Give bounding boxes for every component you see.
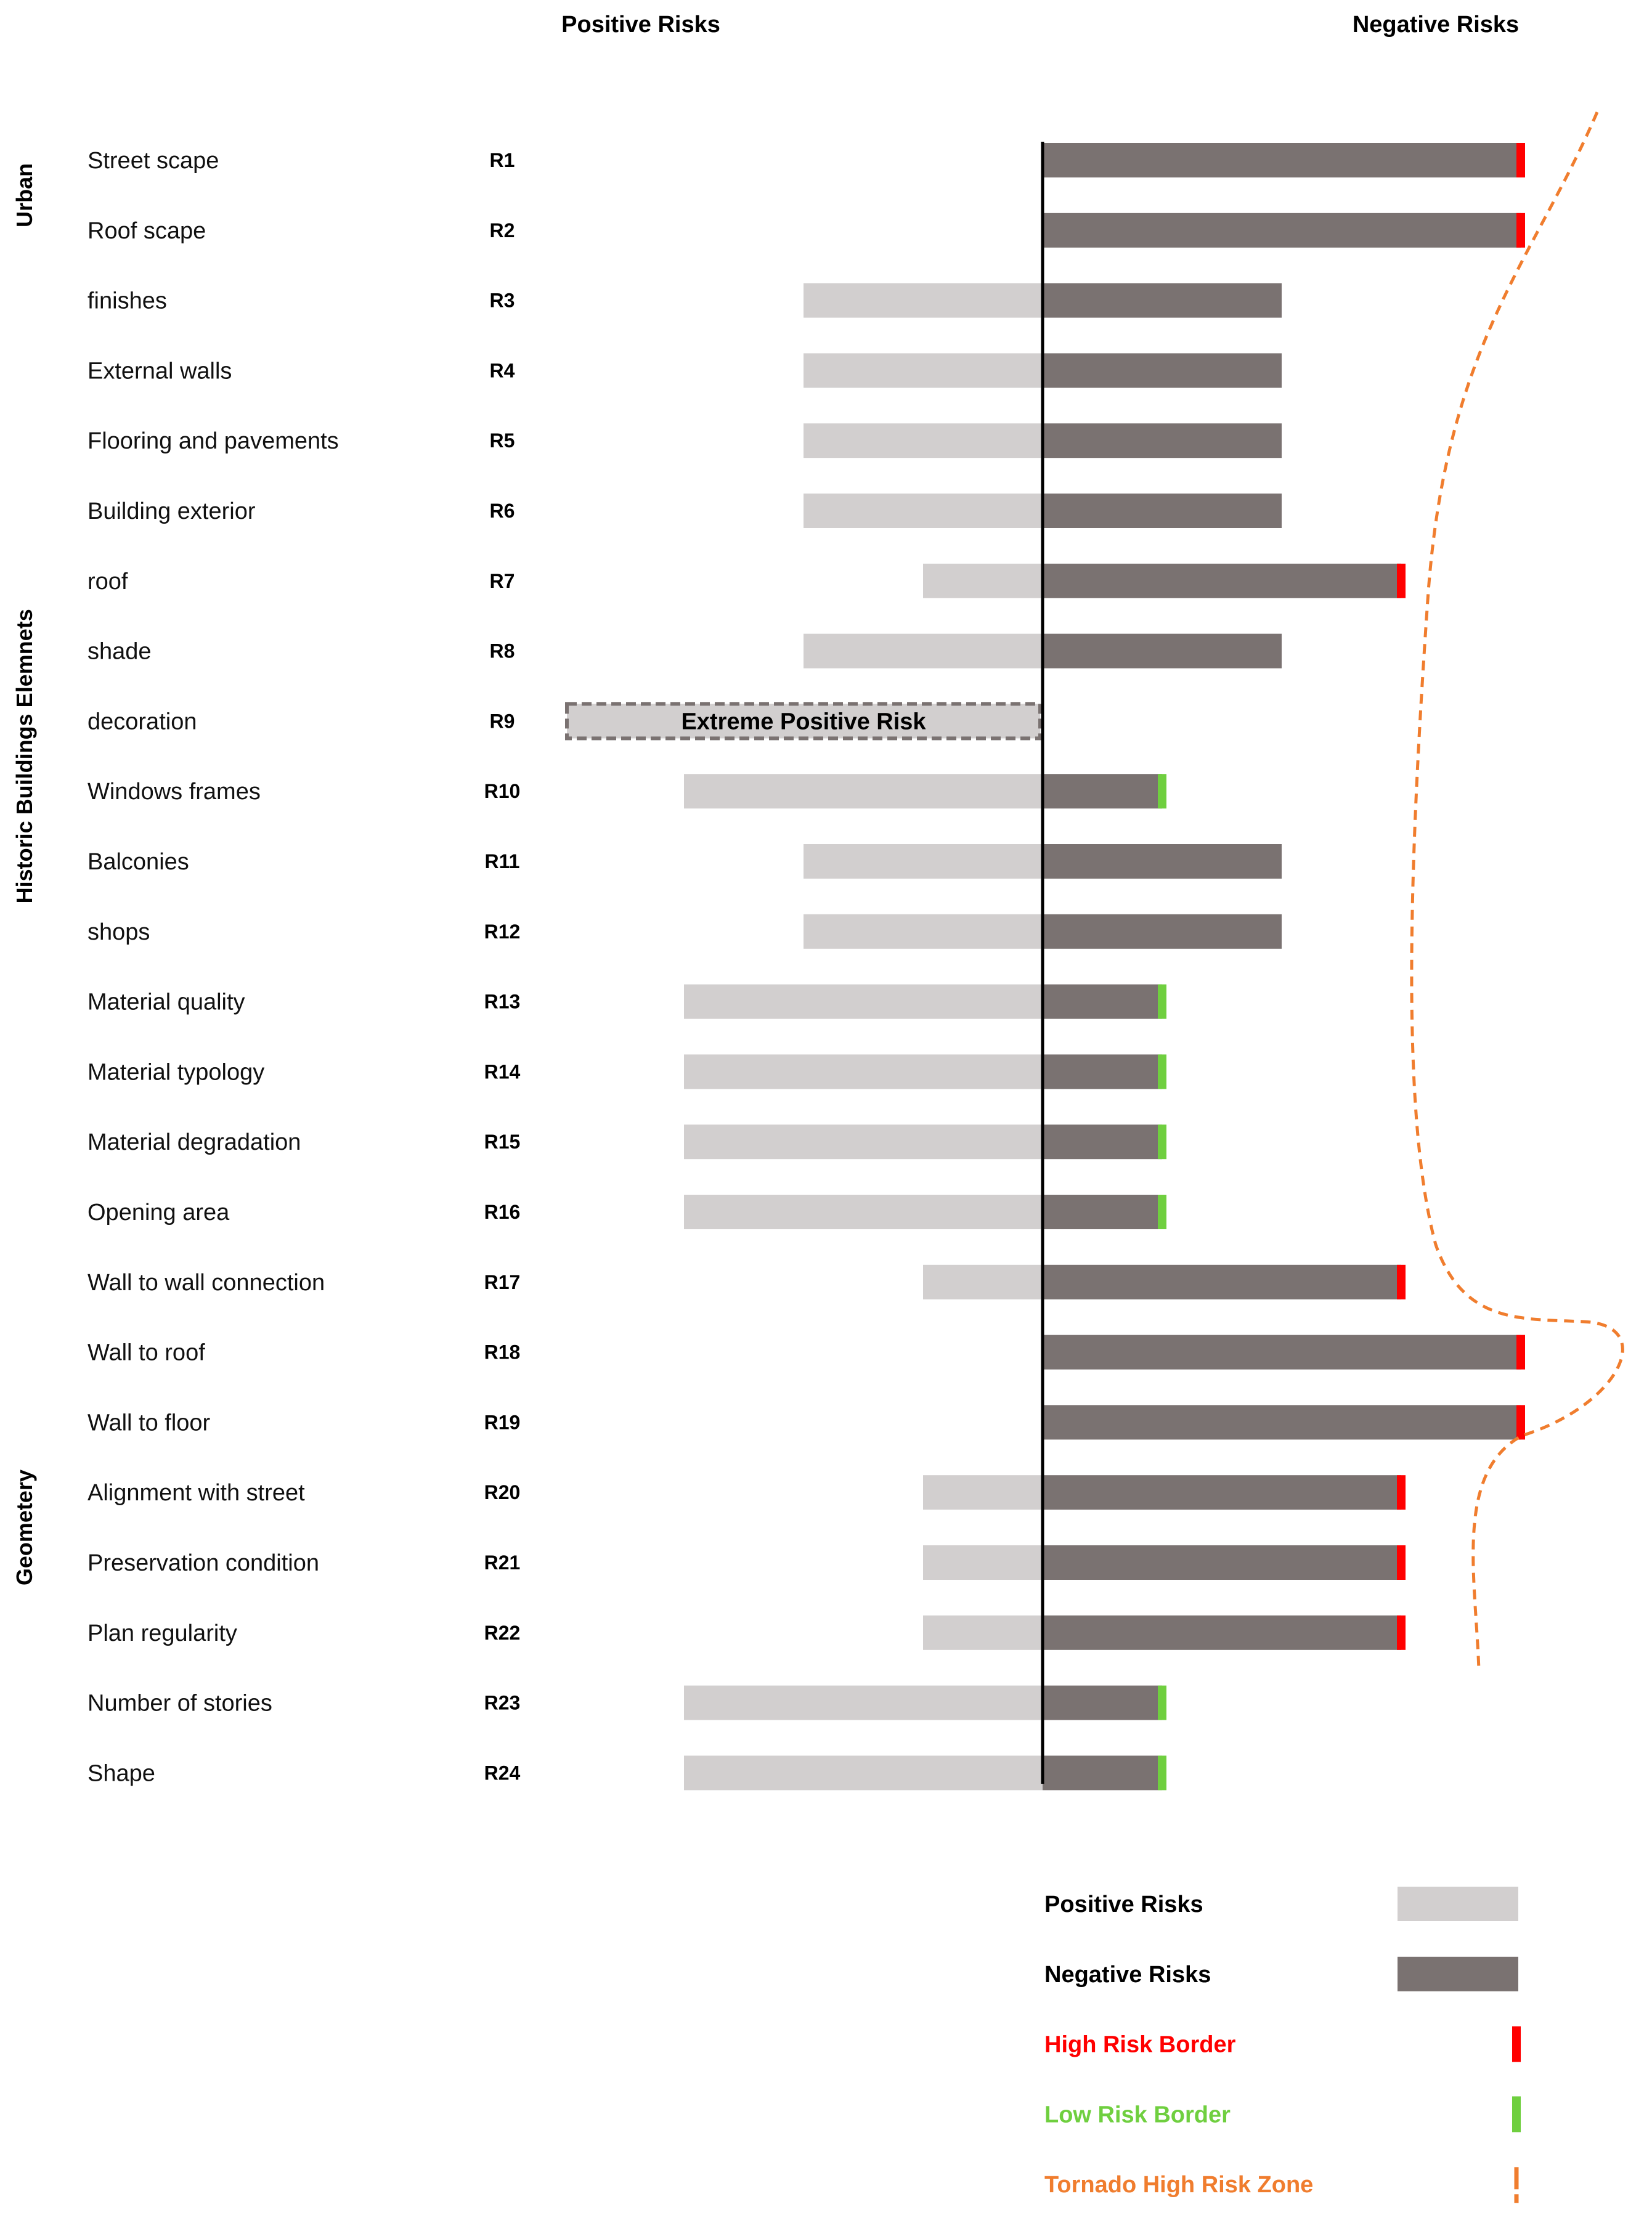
- high-risk-border-marker: [1397, 1545, 1406, 1580]
- row-r11: [87, 844, 1282, 879]
- row-label: Balconies: [87, 849, 189, 875]
- row-code: R6: [489, 500, 515, 522]
- row-r10: [87, 774, 1166, 808]
- row-code: R20: [484, 1481, 521, 1504]
- positive-bar: [684, 1686, 1043, 1720]
- row-r4: [87, 353, 1282, 388]
- negative-bar: [1043, 283, 1282, 318]
- negative-bar: [1043, 494, 1282, 528]
- row-r12: [87, 914, 1282, 949]
- row-code: R23: [484, 1691, 521, 1714]
- legend-item-positive: [1044, 1887, 1518, 1921]
- row-r6: [87, 494, 1282, 528]
- row-r9: [87, 704, 1040, 738]
- row-r2: [87, 213, 1525, 248]
- high-risk-border-marker: [1516, 143, 1525, 177]
- positive-bar: [684, 1054, 1043, 1089]
- positive-bar: [923, 1545, 1043, 1580]
- row-code: R4: [489, 359, 515, 382]
- positive-bar: [684, 985, 1043, 1019]
- row-r14: [87, 1054, 1166, 1089]
- legend: [1044, 1887, 1521, 2203]
- row-r15: [87, 1124, 1166, 1159]
- row-label: Wall to roof: [87, 1340, 205, 1366]
- row-code: R3: [489, 289, 515, 312]
- negative-bar: [1043, 213, 1521, 248]
- negative-bar: [1043, 1265, 1401, 1299]
- row-r16: [87, 1195, 1166, 1229]
- row-code: R19: [484, 1411, 521, 1434]
- row-code: R12: [484, 920, 521, 943]
- row-r22: [87, 1616, 1406, 1650]
- row-r5: [87, 423, 1282, 458]
- row-label: Roof scape: [87, 218, 206, 244]
- row-label: Number of stories: [87, 1690, 272, 1717]
- positive-bar: [804, 844, 1043, 879]
- legend-label: Low Risk Border: [1044, 2102, 1231, 2128]
- high-risk-border-marker: [1397, 564, 1406, 598]
- legend-swatch: [1512, 2096, 1521, 2132]
- negative-risks-header: Negative Risks: [1352, 12, 1520, 38]
- positive-bar: [804, 283, 1043, 318]
- legend-label: Negative Risks: [1044, 1961, 1211, 1988]
- row-label: Shape: [87, 1760, 155, 1787]
- row-code: R14: [484, 1060, 521, 1083]
- row-code: R7: [489, 569, 515, 592]
- low-risk-border-marker: [1158, 1054, 1166, 1089]
- low-risk-border-marker: [1158, 985, 1166, 1019]
- positive-risks-header: Positive Risks: [561, 12, 720, 38]
- positive-bar: [923, 1475, 1043, 1510]
- row-r21: [87, 1545, 1406, 1580]
- positive-bar: [804, 494, 1043, 528]
- positive-bar: [923, 564, 1043, 598]
- negative-bar: [1043, 914, 1282, 949]
- row-label: Material quality: [87, 989, 245, 1015]
- extreme-positive-risk-label: Extreme Positive Risk: [681, 709, 926, 735]
- row-code: R15: [484, 1131, 521, 1153]
- positive-bar: [804, 914, 1043, 949]
- row-r17: [87, 1265, 1406, 1299]
- high-risk-border-marker: [1397, 1475, 1406, 1510]
- row-code: R13: [484, 990, 521, 1013]
- legend-label: High Risk Border: [1044, 2031, 1236, 2058]
- negative-bar: [1043, 1195, 1162, 1229]
- low-risk-border-marker: [1158, 1755, 1166, 1790]
- positive-bar: [804, 634, 1043, 669]
- row-label: Material typology: [87, 1059, 265, 1086]
- row-code: R22: [484, 1621, 521, 1644]
- negative-bar: [1043, 1475, 1401, 1510]
- high-risk-border-marker: [1516, 213, 1525, 248]
- row-r3: [87, 283, 1282, 318]
- positive-bar: [804, 353, 1043, 388]
- negative-bar: [1043, 143, 1521, 177]
- row-label: Wall to wall connection: [87, 1269, 325, 1296]
- group-labels: [12, 163, 37, 1585]
- row-r13: [87, 985, 1166, 1019]
- row-code: R2: [489, 219, 515, 242]
- row-code: R5: [489, 429, 515, 452]
- row-label: Opening area: [87, 1200, 230, 1226]
- low-risk-border-marker: [1158, 1124, 1166, 1159]
- row-r19: [87, 1405, 1525, 1439]
- group-label-geometery: Geometery: [12, 1470, 37, 1586]
- row-label: Alignment with street: [87, 1480, 305, 1506]
- group-label-urban: Urban: [12, 163, 37, 227]
- row-r8: [87, 634, 1282, 669]
- positive-bar: [684, 1195, 1043, 1229]
- row-label: Wall to floor: [87, 1410, 211, 1436]
- low-risk-border-marker: [1158, 774, 1166, 808]
- negative-bar: [1043, 1124, 1162, 1159]
- row-r24: [87, 1755, 1166, 1790]
- positive-bar: [923, 1265, 1043, 1299]
- high-risk-border-marker: [1516, 1405, 1525, 1439]
- high-risk-border-marker: [1397, 1265, 1406, 1299]
- negative-bar: [1043, 985, 1162, 1019]
- legend-item-negative: [1044, 1957, 1518, 1991]
- negative-bar: [1043, 353, 1282, 388]
- negative-bar: [1043, 564, 1401, 598]
- row-label: shade: [87, 638, 152, 665]
- row-label: finishes: [87, 288, 167, 314]
- high-risk-border-marker: [1516, 1335, 1525, 1370]
- row-r7: [87, 564, 1406, 598]
- row-code: R18: [484, 1341, 521, 1364]
- row-r20: [87, 1475, 1406, 1510]
- high-risk-border-marker: [1397, 1616, 1406, 1650]
- positive-bar: [684, 774, 1043, 808]
- legend-label: Positive Risks: [1044, 1892, 1203, 1917]
- positive-bar: [684, 1755, 1043, 1790]
- negative-bar: [1043, 1335, 1521, 1370]
- positive-bar: [684, 1124, 1043, 1159]
- row-label: Building exterior: [87, 498, 256, 524]
- legend-swatch: [1398, 1957, 1518, 1991]
- row-code: R11: [484, 850, 520, 872]
- legend-swatch: [1512, 2027, 1521, 2062]
- row-r23: [87, 1686, 1166, 1720]
- legend-swatch: [1398, 1887, 1518, 1921]
- row-code: R9: [489, 710, 515, 733]
- row-label: roof: [87, 568, 128, 595]
- positive-bar: [923, 1616, 1043, 1650]
- row-label: External walls: [87, 358, 232, 384]
- legend-item-low: [1044, 2096, 1521, 2132]
- row-code: R17: [484, 1271, 521, 1293]
- row-label: Plan regularity: [87, 1620, 237, 1646]
- low-risk-border-marker: [1158, 1195, 1166, 1229]
- row-label: decoration: [87, 709, 197, 735]
- row-r1: [87, 143, 1525, 177]
- row-code: R24: [484, 1762, 521, 1784]
- row-r18: [87, 1335, 1525, 1370]
- row-label: shops: [87, 919, 150, 945]
- legend-label: Tornado High Risk Zone: [1044, 2172, 1314, 2198]
- negative-bar: [1043, 774, 1162, 808]
- negative-bar: [1043, 1616, 1401, 1650]
- negative-bar: [1043, 1545, 1401, 1580]
- row-label: Street scape: [87, 148, 219, 174]
- low-risk-border-marker: [1158, 1686, 1166, 1720]
- positive-bar: [804, 423, 1043, 458]
- row-code: R1: [489, 149, 515, 171]
- legend-item-tornado: [1044, 2167, 1516, 2203]
- row-code: R16: [484, 1201, 521, 1223]
- legend-item-high: [1044, 2027, 1521, 2062]
- negative-bar: [1043, 1054, 1162, 1089]
- row-label: Windows frames: [87, 779, 261, 805]
- group-label-historic-buildings-elemnets: Historic Buildings Elemnets: [12, 609, 37, 904]
- row-code: R8: [489, 640, 515, 662]
- negative-bar: [1043, 1686, 1162, 1720]
- row-code: R10: [484, 780, 521, 803]
- negative-bar: [1043, 634, 1282, 669]
- row-label: Preservation condition: [87, 1550, 319, 1576]
- row-code: R21: [484, 1551, 521, 1574]
- negative-bar: [1043, 423, 1282, 458]
- negative-bar: [1043, 844, 1282, 879]
- row-label: Flooring and pavements: [87, 428, 339, 455]
- negative-bar: [1043, 1755, 1162, 1790]
- row-label: Material degradation: [87, 1129, 301, 1156]
- rows-layer: [87, 143, 1525, 1790]
- negative-bar: [1043, 1405, 1521, 1439]
